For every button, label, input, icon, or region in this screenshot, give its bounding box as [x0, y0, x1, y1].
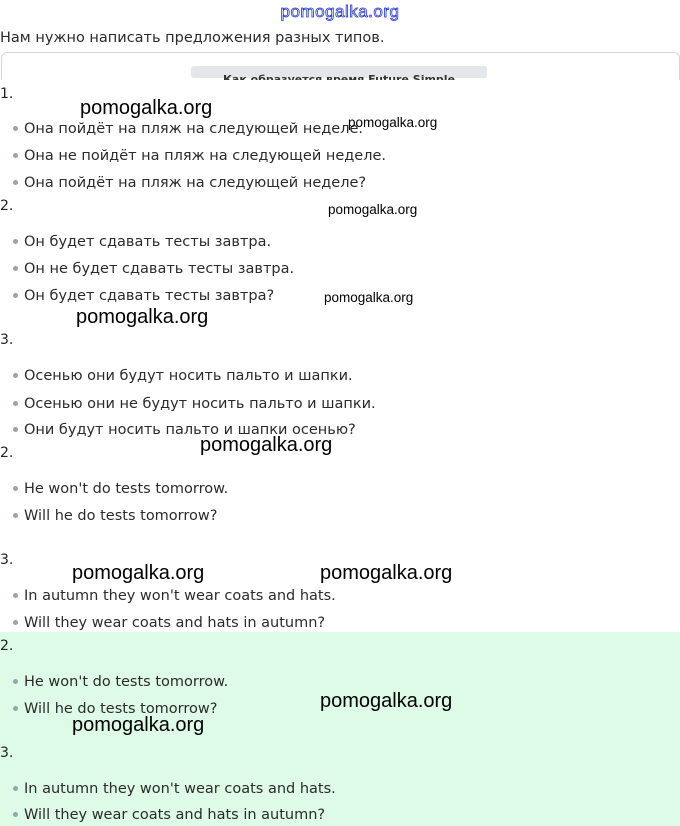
- watermark: pomogalka.org: [324, 290, 414, 305]
- bullet-icon: [13, 486, 18, 491]
- list-item: Он не будет сдавать тесты завтра.: [13, 261, 294, 277]
- card-tab[interactable]: [191, 66, 487, 78]
- watermark: pomogalka.org: [200, 434, 333, 456]
- list-item: Он будет сдавать тесты завтра?: [13, 288, 274, 304]
- bullet-icon: [13, 153, 18, 158]
- intro-text: Нам нужно написать предложения разных типов.: [0, 30, 385, 46]
- bullet-icon: [13, 593, 18, 598]
- bullet-icon: [13, 180, 18, 185]
- list-item: Will they wear coats and hats in autumn?: [13, 615, 325, 631]
- bullet-icon: [13, 427, 18, 432]
- group-number: 3.: [0, 745, 14, 761]
- bullet-icon: [13, 812, 18, 817]
- group-number: 2.: [0, 198, 14, 214]
- list-item: In autumn they won't wear coats and hats.: [13, 781, 336, 797]
- list-item: Она пойдёт на пляж на следующей неделе?: [13, 175, 366, 191]
- list-item: He won't do tests tomorrow.: [13, 674, 228, 690]
- list-item: Осенью они не будут носить пальто и шапки.: [13, 396, 376, 412]
- group-number: 3.: [0, 552, 14, 568]
- bullet-icon: [13, 126, 18, 131]
- list-item: Will they wear coats and hats in autumn?: [13, 807, 325, 823]
- group-number: 3.: [0, 332, 14, 348]
- watermark: pomogalka.org: [328, 202, 418, 217]
- watermark: pomogalka.org: [320, 562, 453, 584]
- watermark: pomogalka.org: [72, 562, 205, 584]
- watermark: pomogalka.org: [80, 97, 213, 119]
- list-item: Осенью они будут носить пальто и шапки.: [13, 368, 353, 384]
- bullet-icon: [13, 513, 18, 518]
- bullet-icon: [13, 620, 18, 625]
- bullet-icon: [13, 293, 18, 298]
- group-number: 2.: [0, 445, 14, 461]
- watermark: pomogalka.org: [320, 690, 453, 712]
- group-number: 1.: [0, 86, 14, 102]
- list-item: In autumn they won't wear coats and hats.: [13, 588, 336, 604]
- bullet-icon: [13, 679, 18, 684]
- bullet-icon: [13, 266, 18, 271]
- group-number: 2.: [0, 638, 14, 654]
- bullet-icon: [13, 706, 18, 711]
- watermark: pomogalka.org: [72, 714, 205, 736]
- list-item: Will he do tests tomorrow?: [13, 508, 217, 524]
- site-watermark-header: pomogalka.org: [280, 2, 400, 21]
- bullet-icon: [13, 239, 18, 244]
- list-item: Она пойдёт на пляж на следующей неделе.: [13, 121, 363, 137]
- bullet-icon: [13, 401, 18, 406]
- watermark: pomogalka.org: [76, 306, 209, 328]
- bullet-icon: [13, 373, 18, 378]
- list-item: Will he do tests tomorrow?: [13, 701, 217, 717]
- list-item: Они будут носить пальто и шапки осенью?: [13, 422, 356, 438]
- list-item: Он будет сдавать тесты завтра.: [13, 234, 271, 250]
- list-item: He won't do tests tomorrow.: [13, 481, 228, 497]
- list-item: Она не пойдёт на пляж на следующей неделе.: [13, 148, 386, 164]
- watermark: pomogalka.org: [348, 115, 438, 130]
- bullet-icon: [13, 786, 18, 791]
